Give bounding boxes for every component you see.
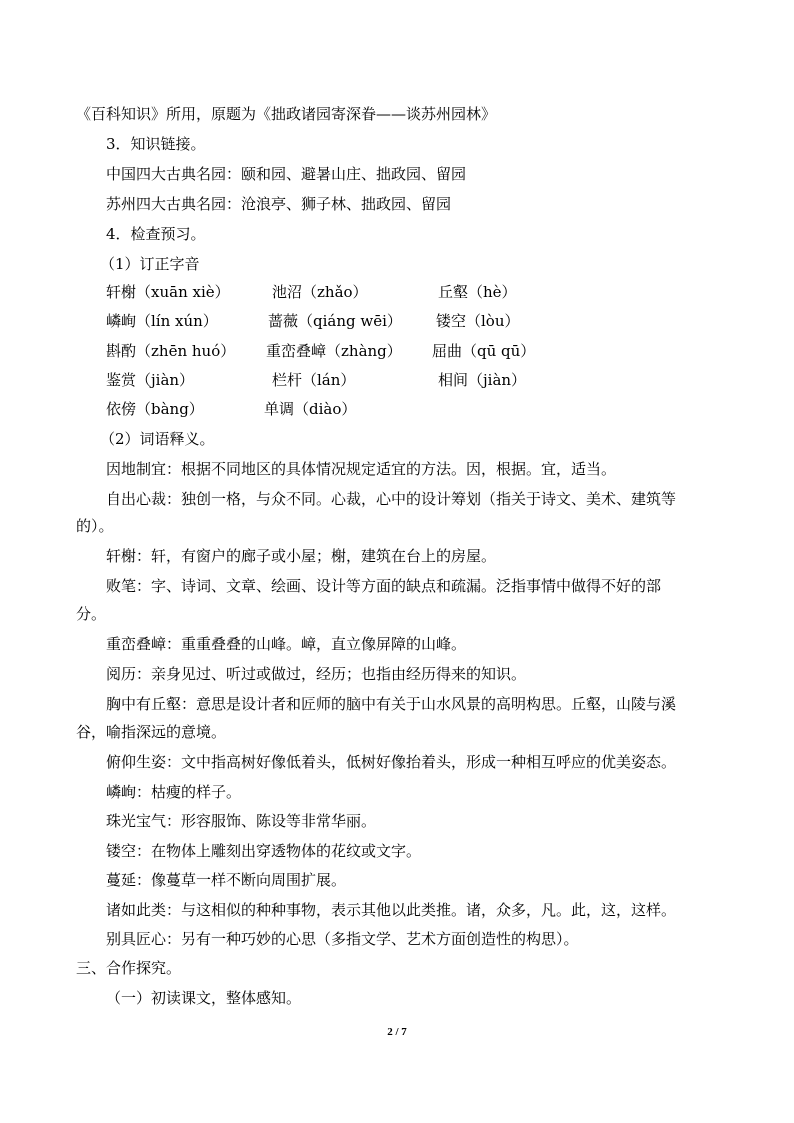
subsection-heading: （一）初读课文，整体感知。 bbox=[106, 989, 302, 1007]
pinyin-item: 鉴赏（jiàn） bbox=[106, 371, 195, 389]
text-line: 苏州四大古典名园：沧浪亭、狮子林、拙政园、留园 bbox=[106, 195, 452, 213]
definition-line: 别具匠心：另有一种巧妙的心思（多指文学、艺术方面创造性的构思）。 bbox=[106, 930, 579, 948]
pinyin-item: 轩榭（xuān xiè） bbox=[106, 283, 230, 301]
pinyin-item: 屈曲（qū qū） bbox=[432, 342, 536, 360]
definition-line: 珠光宝气：形容服饰、陈设等非常华丽。 bbox=[106, 812, 377, 830]
pinyin-item: 单调（diào） bbox=[264, 400, 357, 418]
text-line: （2）词语释义。 bbox=[100, 430, 215, 448]
definition-line: 重峦叠嶂：重重叠叠的山峰。嶂，直立像屏障的山峰。 bbox=[106, 635, 467, 653]
pinyin-item: 相间（jiàn） bbox=[438, 371, 527, 389]
text-line: 中国四大古典名园：颐和园、避暑山庄、拙政园、留园 bbox=[106, 165, 467, 183]
pinyin-item: 嶙峋（lín xún） bbox=[106, 312, 218, 330]
definition-line: 蔓延：像蔓草一样不断向周围扩展。 bbox=[106, 871, 347, 889]
definition-line: 胸中有丘壑：意思是设计者和匠师的脑中有关于山水风景的高明构思。丘壑，山陵与溪 bbox=[106, 695, 677, 713]
definition-line: 的）。 bbox=[76, 517, 114, 535]
definition-line: 败笔：字、诗词、文章、绘画、设计等方面的缺点和疏漏。泛指事情中做得不好的部 bbox=[106, 577, 662, 595]
definition-line: 俯仰生姿：文中指高树好像低着头，低树好像抬着头，形成一种相互呼应的优美姿态。 bbox=[106, 753, 677, 771]
text-line: 4．检查预习。 bbox=[106, 225, 206, 243]
definition-line: 镂空：在物体上雕刻出穿透物体的花纹或文字。 bbox=[106, 842, 422, 860]
page-number: 2 / 7 bbox=[387, 1026, 407, 1038]
section-heading: 三、合作探究。 bbox=[76, 959, 182, 977]
definition-line: 谷，喻指深远的意境。 bbox=[76, 723, 227, 741]
pinyin-item: 重峦叠嶂（zhàng） bbox=[266, 342, 402, 360]
pinyin-item: 镂空（lòu） bbox=[436, 312, 520, 330]
pinyin-item: 依傍（bàng） bbox=[106, 400, 204, 418]
definition-line: 阅历：亲身见过、听过或做过，经历；也指由经历得来的知识。 bbox=[106, 665, 527, 683]
definition-line: 诸如此类：与这相似的种种事物，表示其他以此类推。诸，众多，凡。此，这，这样。 bbox=[106, 901, 677, 919]
definition-line: 因地制宜：根据不同地区的具体情况规定适宜的方法。因，根据。宜，适当。 bbox=[106, 460, 617, 478]
definition-line: 嶙峋：枯瘦的样子。 bbox=[106, 783, 242, 801]
definition-line: 轩榭：轩，有窗户的廊子或小屋；榭，建筑在台上的房屋。 bbox=[106, 547, 497, 565]
text-line: 3．知识链接。 bbox=[106, 135, 206, 153]
pinyin-item: 池沼（zhǎo） bbox=[272, 283, 368, 301]
definition-line: 自出心裁：独创一格，与众不同。心裁，心中的设计筹划（指关于诗文、美术、建筑等 bbox=[106, 490, 677, 508]
pinyin-item: 蔷薇（qiáng wēi） bbox=[268, 312, 402, 330]
pinyin-item: 栏杆（lán） bbox=[272, 371, 356, 389]
pinyin-item: 斟酌（zhēn huó） bbox=[106, 342, 236, 360]
text-line: （1）订正字音 bbox=[100, 255, 200, 273]
pinyin-item: 丘壑（hè） bbox=[438, 283, 517, 301]
definition-line: 分。 bbox=[76, 605, 107, 623]
text-line: 《百科知识》所用，原题为《拙政诸园寄深眷——谈苏州园林》 bbox=[76, 105, 497, 123]
